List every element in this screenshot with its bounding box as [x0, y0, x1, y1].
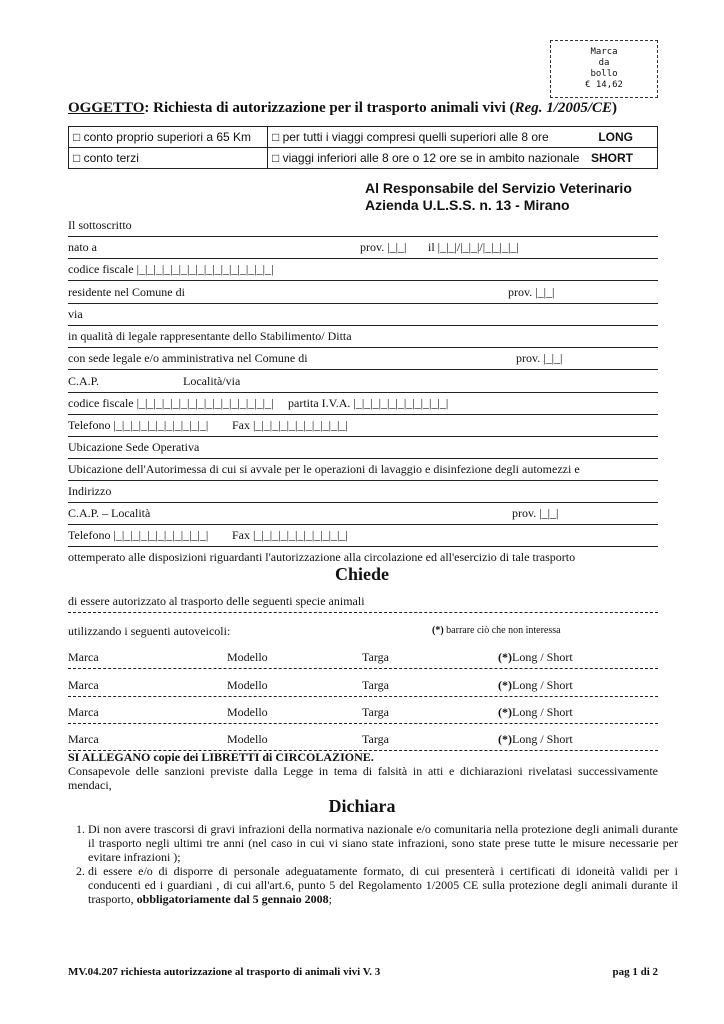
vehicle-targa: Targa [362, 678, 389, 692]
field-sede-legale[interactable] [68, 349, 658, 370]
vehicle-row[interactable] [68, 648, 658, 669]
field-label: ottemperato alle disposizioni riguardanti l'autorizzazione alla circolazione ed all'esercizio di tale trasporto [68, 550, 576, 564]
field-telefono-fax[interactable] [68, 416, 658, 437]
option-conto-proprio[interactable]: □ conto proprio superiori a 65 Km [69, 127, 268, 148]
field-prov[interactable]: prov. |_|_| [512, 506, 559, 520]
autoveicoli-line [68, 622, 658, 642]
field-sottoscritto[interactable] [68, 216, 658, 237]
stamp-box [550, 40, 658, 98]
subject-reg: Reg. 1/2005/CE [514, 100, 613, 116]
field-label: residente nel Comune di [68, 285, 185, 299]
allegano-text: SI ALLEGANO copie dei LIBRETTI di CIRCOLAZIONE. [68, 750, 374, 764]
footer-page-number: pag 1 di 2 [612, 966, 658, 978]
option-long-trips[interactable]: □ per tutti i viaggi compresi quelli superiori alle 8 ore [268, 127, 588, 148]
vehicle-type[interactable]: Long / Short [512, 678, 573, 692]
declaration-end: ; [328, 892, 333, 906]
field-label: C.A.P. [68, 374, 100, 388]
vehicle-targa: Targa [362, 705, 389, 719]
declaration-item [88, 864, 678, 906]
field-autorimessa[interactable] [68, 460, 658, 481]
field-cap-localita[interactable] [68, 372, 658, 393]
recipient-line: Azienda U.L.S.S. n. 13 - Mirano [365, 197, 570, 213]
stamp-line: bollo [590, 69, 618, 79]
field-prov[interactable]: prov. |_|_| [360, 240, 407, 254]
field-piva[interactable]: partita I.V.A. |_|_|_|_|_|_|_|_|_|_|_| [288, 396, 449, 410]
field-label: di essere autorizzato al trasporto delle seguenti specie animali [68, 594, 365, 608]
field-label: Ubicazione dell'Autorimessa di cui si avvale per le operazioni di lavaggio e disinfezione degli automezzi e [68, 462, 580, 476]
field-fax[interactable]: Fax |_|_|_|_|_|_|_|_|_|_|_| [232, 528, 348, 542]
vehicle-mark: (*) [498, 705, 512, 719]
declaration-text: di essere e/o di disporre di personale adeguatamente formato, di cui presenterà i certificati di idoneità validi per i conducenti ed i guardiani , di cui all'art.6, punto 5 del Regolamento 1/2005 CE sulla protezione degli animali durante il trasporto, [88, 864, 678, 906]
option-short-trips[interactable]: □ viaggi inferiori alle 8 ore o 12 ore se in ambito nazionale [268, 148, 588, 169]
vehicle-row[interactable] [68, 703, 658, 724]
note-label: barrare ciò che non interessa [443, 625, 561, 636]
field-fax[interactable]: Fax |_|_|_|_|_|_|_|_|_|_|_| [232, 418, 348, 432]
field-label: codice fiscale |_|_|_|_|_|_|_|_|_|_|_|_|_|_|_|_| [68, 396, 274, 410]
vehicle-type[interactable]: Long / Short [512, 650, 573, 664]
vehicle-mark: (*) [498, 678, 512, 692]
field-telefono[interactable]: Telefono |_|_|_|_|_|_|_|_|_|_|_| [68, 418, 209, 432]
vehicle-marca: Marca [68, 705, 99, 719]
note-text [432, 622, 561, 640]
field-label: Il sottoscritto [68, 218, 132, 232]
dichiara-heading: Dichiara [328, 796, 396, 816]
vehicle-mark: (*) [498, 650, 512, 664]
field-specie[interactable] [68, 592, 658, 613]
recipient-line: Al Responsabile del Servizio Veterinario [365, 180, 632, 196]
field-cf-piva[interactable] [68, 394, 658, 415]
vehicle-modello: Modello [227, 705, 268, 719]
vehicle-modello: Modello [227, 678, 268, 692]
vehicle-mark: (*) [498, 732, 512, 746]
vehicle-marca: Marca [68, 650, 99, 664]
field-prov[interactable]: prov. |_|_| [516, 351, 563, 365]
field-via[interactable] [68, 305, 658, 326]
field-label: codice fiscale |_|_|_|_|_|_|_|_|_|_|_|_|_|_|_|_| [68, 262, 274, 276]
note-mark: (*) [432, 625, 444, 636]
field-label: nato a [68, 240, 97, 254]
declaration-item: 1. Di non avere trascorsi di gravi infrazioni della normativa nazionale e/o comunitaria nella protezione degli animali durante il trasporto negli ultimi tre anni (nel caso in cui vi siano state infrazioni, sono state prese tutte le misure necessarie per evitare infrazioni ); [88, 822, 678, 864]
option-short-tag: SHORT [587, 148, 658, 169]
vehicle-marca: Marca [68, 732, 99, 746]
vehicle-modello: Modello [227, 650, 268, 664]
field-label: con sede legale e/o amministrativa nel Comune di [68, 351, 308, 365]
subject-close: ) [612, 100, 618, 116]
table-row [69, 127, 658, 148]
chiede-heading: Chiede [335, 564, 389, 584]
field-label: via [68, 307, 83, 321]
declaration-bold: obbligatoriamente dal 5 gennaio 2008 [136, 892, 329, 906]
field-telefono[interactable]: Telefono |_|_|_|_|_|_|_|_|_|_|_| [68, 528, 209, 542]
recipient-block [365, 180, 632, 214]
subject-line [68, 100, 668, 117]
vehicle-modello: Modello [227, 732, 268, 746]
consapevole-text: Consapevole delle sanzioni previste dalla Legge in tema di falsità in atti e dichiarazioni rivelatasi successivamente mendaci, [68, 764, 658, 792]
vehicle-targa: Targa [362, 650, 389, 664]
field-prov[interactable]: prov. |_|_| [508, 285, 555, 299]
subject-colon: : [144, 100, 150, 116]
field-label: Indirizzo [68, 484, 112, 498]
field-telefono-fax-2[interactable] [68, 526, 658, 547]
vehicle-type[interactable]: Long / Short [512, 705, 573, 719]
vehicle-row[interactable] [68, 730, 658, 751]
field-residente[interactable] [68, 283, 658, 304]
vehicle-row[interactable] [68, 676, 658, 697]
field-codice-fiscale[interactable] [68, 260, 658, 281]
subject-text: Richiesta di autorizzazione per il trasporto animali vivi ( [149, 100, 515, 116]
vehicle-targa: Targa [362, 732, 389, 746]
field-ubicazione[interactable] [68, 438, 658, 459]
option-conto-terzi[interactable]: □ conto terzi [69, 148, 268, 169]
option-long-tag: LONG [587, 127, 658, 148]
field-nato[interactable] [68, 238, 658, 259]
field-cap-localita-2[interactable] [68, 504, 658, 525]
stamp-line: da [598, 58, 610, 68]
vehicle-marca: Marca [68, 678, 99, 692]
autoveicoli-label: utilizzando i seguenti autoveicoli: [68, 624, 231, 638]
declaration-list [68, 822, 678, 906]
field-label: C.A.P. – Località [68, 506, 151, 520]
page-footer [68, 966, 658, 978]
field-date[interactable]: il |_|_|/|_|_|/|_|_|_|_| [428, 240, 519, 254]
field-label: in qualità di legale rappresentante dello Stabilimento/ Ditta [68, 329, 352, 343]
field-label: Ubicazione Sede Operativa [68, 440, 200, 454]
field-label: Località/via [183, 374, 241, 388]
field-qualita[interactable] [68, 327, 658, 348]
stamp-line: Marca [590, 47, 618, 57]
table-row [69, 148, 658, 169]
field-indirizzo[interactable] [68, 482, 658, 503]
transport-options-table [68, 126, 658, 169]
stamp-line: € 14,62 [585, 80, 623, 90]
footer-doc-id: MV.04.207 richiesta autorizzazione al trasporto di animali vivi V. 3 [68, 966, 381, 978]
subject-label: OGGETTO [68, 100, 145, 116]
vehicle-type[interactable]: Long / Short [512, 732, 573, 746]
